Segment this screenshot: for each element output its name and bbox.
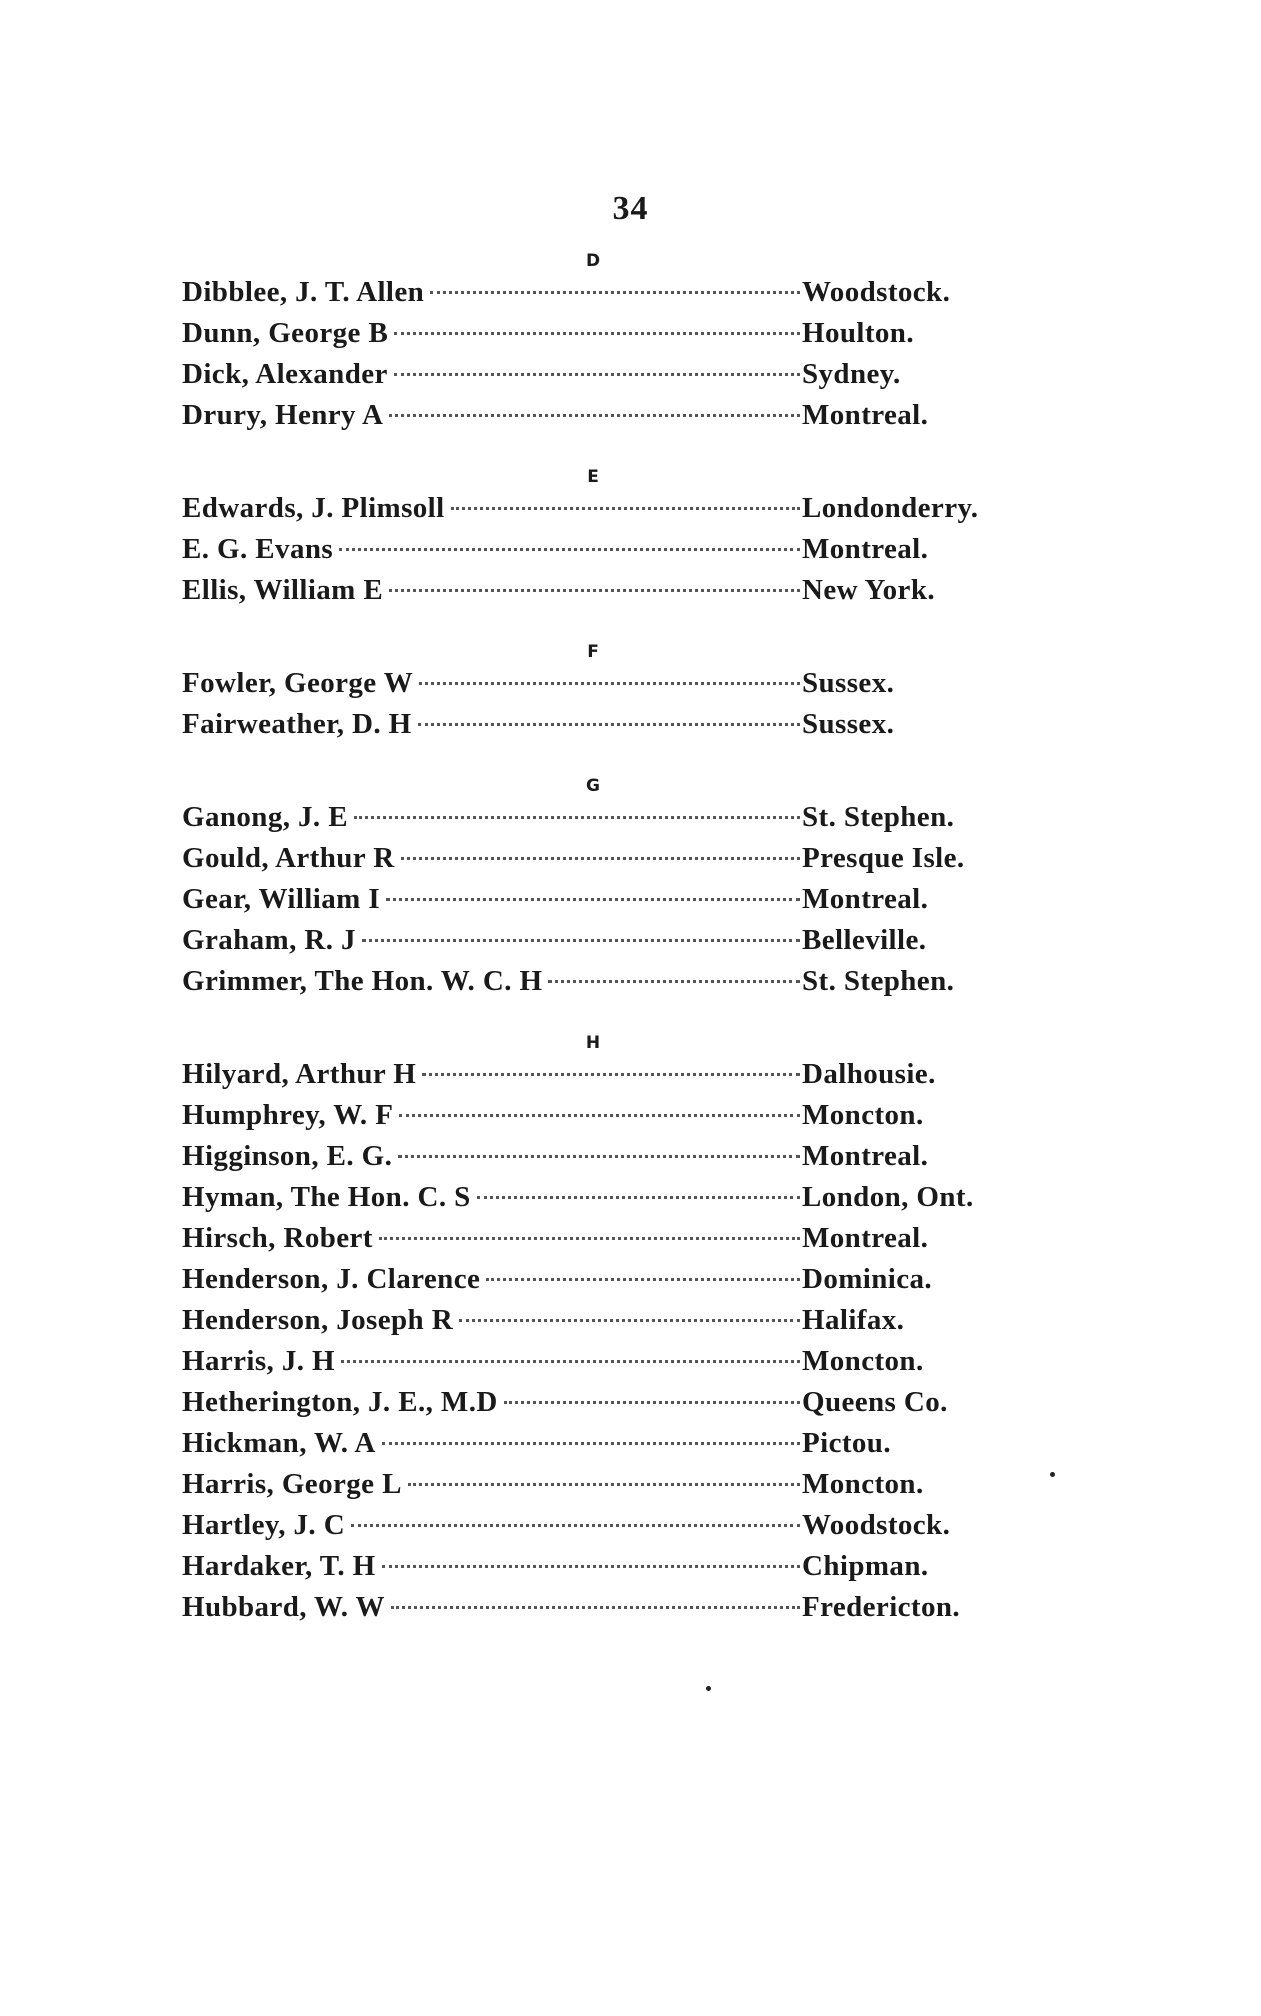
dot-leader [394, 373, 800, 376]
entry-name: Hyman, The Hon. C. S [182, 1181, 471, 1213]
entry-place: New York. [802, 574, 936, 606]
entry-name: Drury, Henry A [182, 399, 384, 431]
entry-place: Moncton. [802, 1099, 924, 1131]
dot-leader [386, 898, 800, 901]
dot-leader [422, 1073, 800, 1076]
dot-leader [418, 723, 800, 726]
dot-leader [362, 939, 800, 942]
entry-name: Dick, Alexander [182, 358, 388, 390]
section-letter: F [587, 642, 599, 662]
entry-place: Dalhousie. [802, 1058, 936, 1090]
dot-leader [389, 589, 800, 592]
dot-leader [408, 1483, 800, 1486]
entry-place: Sussex. [802, 667, 895, 699]
directory-entry [182, 1222, 1022, 1263]
entry-name: Harris, George L [182, 1468, 402, 1500]
entry-name: Hetherington, J. E., M.D [182, 1386, 498, 1418]
entry-place: Belleville. [802, 924, 927, 956]
entry-place: Queens Co. [802, 1386, 948, 1418]
dot-leader [354, 816, 800, 819]
entry-name: Ganong, J. E [182, 801, 348, 833]
entry-name: Dibblee, J. T. Allen [182, 276, 425, 308]
dot-leader [401, 857, 800, 860]
directory-entry [182, 708, 1022, 749]
entry-name: Dunn, George B [182, 317, 389, 349]
entry-place: Houlton. [802, 317, 914, 349]
entry-place: Montreal. [802, 399, 929, 431]
entry-place: Montreal. [802, 1222, 929, 1254]
dot-leader [399, 1114, 800, 1117]
name-directory [182, 250, 1022, 1632]
dot-leader [351, 1524, 800, 1527]
entry-name: Hickman, W. A [182, 1427, 376, 1459]
dot-leader [382, 1442, 800, 1445]
entry-name: Henderson, J. Clarence [182, 1263, 481, 1295]
entry-name: Hilyard, Arthur H [182, 1058, 417, 1090]
directory-entry [182, 801, 1022, 842]
entry-name: Grimmer, The Hon. W. C. H [182, 965, 543, 997]
entry-place: Londonderry. [802, 492, 979, 524]
entry-name: Gould, Arthur R [182, 842, 395, 874]
entry-name: Ellis, William E [182, 574, 384, 606]
directory-entry [182, 399, 1022, 440]
dot-leader [477, 1196, 800, 1199]
directory-entry [182, 1058, 1022, 1099]
dot-leader [486, 1278, 800, 1281]
dot-leader [459, 1319, 800, 1322]
directory-entry [182, 492, 1022, 533]
entry-name: Hartley, J. C [182, 1509, 346, 1541]
directory-entry [182, 924, 1022, 965]
dot-leader [382, 1565, 800, 1568]
entry-name: Fairweather, D. H [182, 708, 412, 740]
dot-leader [398, 1155, 800, 1158]
entry-place: Dominica. [802, 1263, 933, 1295]
stray-mark [1050, 1472, 1055, 1477]
entry-name: Fowler, George W [182, 667, 414, 699]
entry-place: Sydney. [802, 358, 901, 390]
section-letter: D [585, 251, 601, 271]
dot-leader [548, 980, 800, 983]
dot-leader [339, 548, 800, 551]
section-f [182, 641, 1022, 749]
section-letter: G [586, 776, 600, 796]
entry-name: Hubbard, W. W [182, 1591, 385, 1623]
entry-name: Hardaker, T. H [182, 1550, 376, 1582]
entry-place: London, Ont. [802, 1181, 974, 1213]
entry-place: Woodstock. [802, 1509, 951, 1541]
entry-name: Gear, William I [182, 883, 381, 915]
dot-leader [389, 414, 800, 417]
dot-leader [430, 291, 800, 294]
directory-entry [182, 1099, 1022, 1140]
entry-name: Hirsch, Robert [182, 1222, 373, 1254]
entry-place: Fredericton. [802, 1591, 961, 1623]
section-e [182, 466, 1022, 615]
directory-entry [182, 317, 1022, 358]
entry-place: Montreal. [802, 883, 929, 915]
directory-entry [182, 1263, 1022, 1304]
section-g [182, 775, 1022, 1006]
directory-entry [182, 1345, 1022, 1386]
directory-entry [182, 1550, 1022, 1591]
entry-place: Sussex. [802, 708, 895, 740]
dot-leader [504, 1401, 800, 1404]
directory-entry [182, 1181, 1022, 1222]
entry-place: Moncton. [802, 1345, 924, 1377]
directory-entry [182, 574, 1022, 615]
entry-place: Pictou. [802, 1427, 891, 1459]
directory-entry [182, 1140, 1022, 1181]
directory-entry [182, 358, 1022, 399]
section-d [182, 250, 1022, 440]
entry-place: Moncton. [802, 1468, 924, 1500]
dot-leader [391, 1606, 800, 1609]
dot-leader [341, 1360, 800, 1363]
stray-mark [706, 1686, 711, 1691]
directory-entry [182, 533, 1022, 574]
dot-leader [419, 682, 800, 685]
entry-name: Harris, J. H [182, 1345, 336, 1377]
directory-entry [182, 667, 1022, 708]
directory-entry [182, 965, 1022, 1006]
entry-name: Henderson, Joseph R [182, 1304, 454, 1336]
section-letter: H [585, 1033, 601, 1053]
entry-place: Montreal. [802, 533, 929, 565]
directory-entry [182, 1386, 1022, 1427]
directory-entry [182, 1427, 1022, 1468]
section-h [182, 1032, 1022, 1632]
entry-name: Higginson, E. G. [182, 1140, 393, 1172]
entry-name: Graham, R. J [182, 924, 356, 956]
directory-entry [182, 842, 1022, 883]
section-letter: E [587, 467, 599, 487]
directory-entry [182, 1468, 1022, 1509]
dot-leader [379, 1237, 800, 1240]
entry-place: St. Stephen. [802, 801, 955, 833]
page-number: 34 [612, 190, 649, 227]
directory-entry [182, 1304, 1022, 1345]
entry-place: Halifax. [802, 1304, 905, 1336]
dot-leader [451, 507, 800, 510]
entry-name: Edwards, J. Plimsoll [182, 492, 445, 524]
entry-name: E. G. Evans [182, 533, 334, 565]
entry-name: Humphrey, W. F [182, 1099, 394, 1131]
directory-entry [182, 883, 1022, 924]
entry-place: Montreal. [802, 1140, 929, 1172]
entry-place: Chipman. [802, 1550, 929, 1582]
dot-leader [394, 332, 800, 335]
directory-entry [182, 1509, 1022, 1550]
entry-place: St. Stephen. [802, 965, 955, 997]
entry-place: Presque Isle. [802, 842, 965, 874]
directory-entry [182, 276, 1022, 317]
entry-place: Woodstock. [802, 276, 951, 308]
directory-entry [182, 1591, 1022, 1632]
